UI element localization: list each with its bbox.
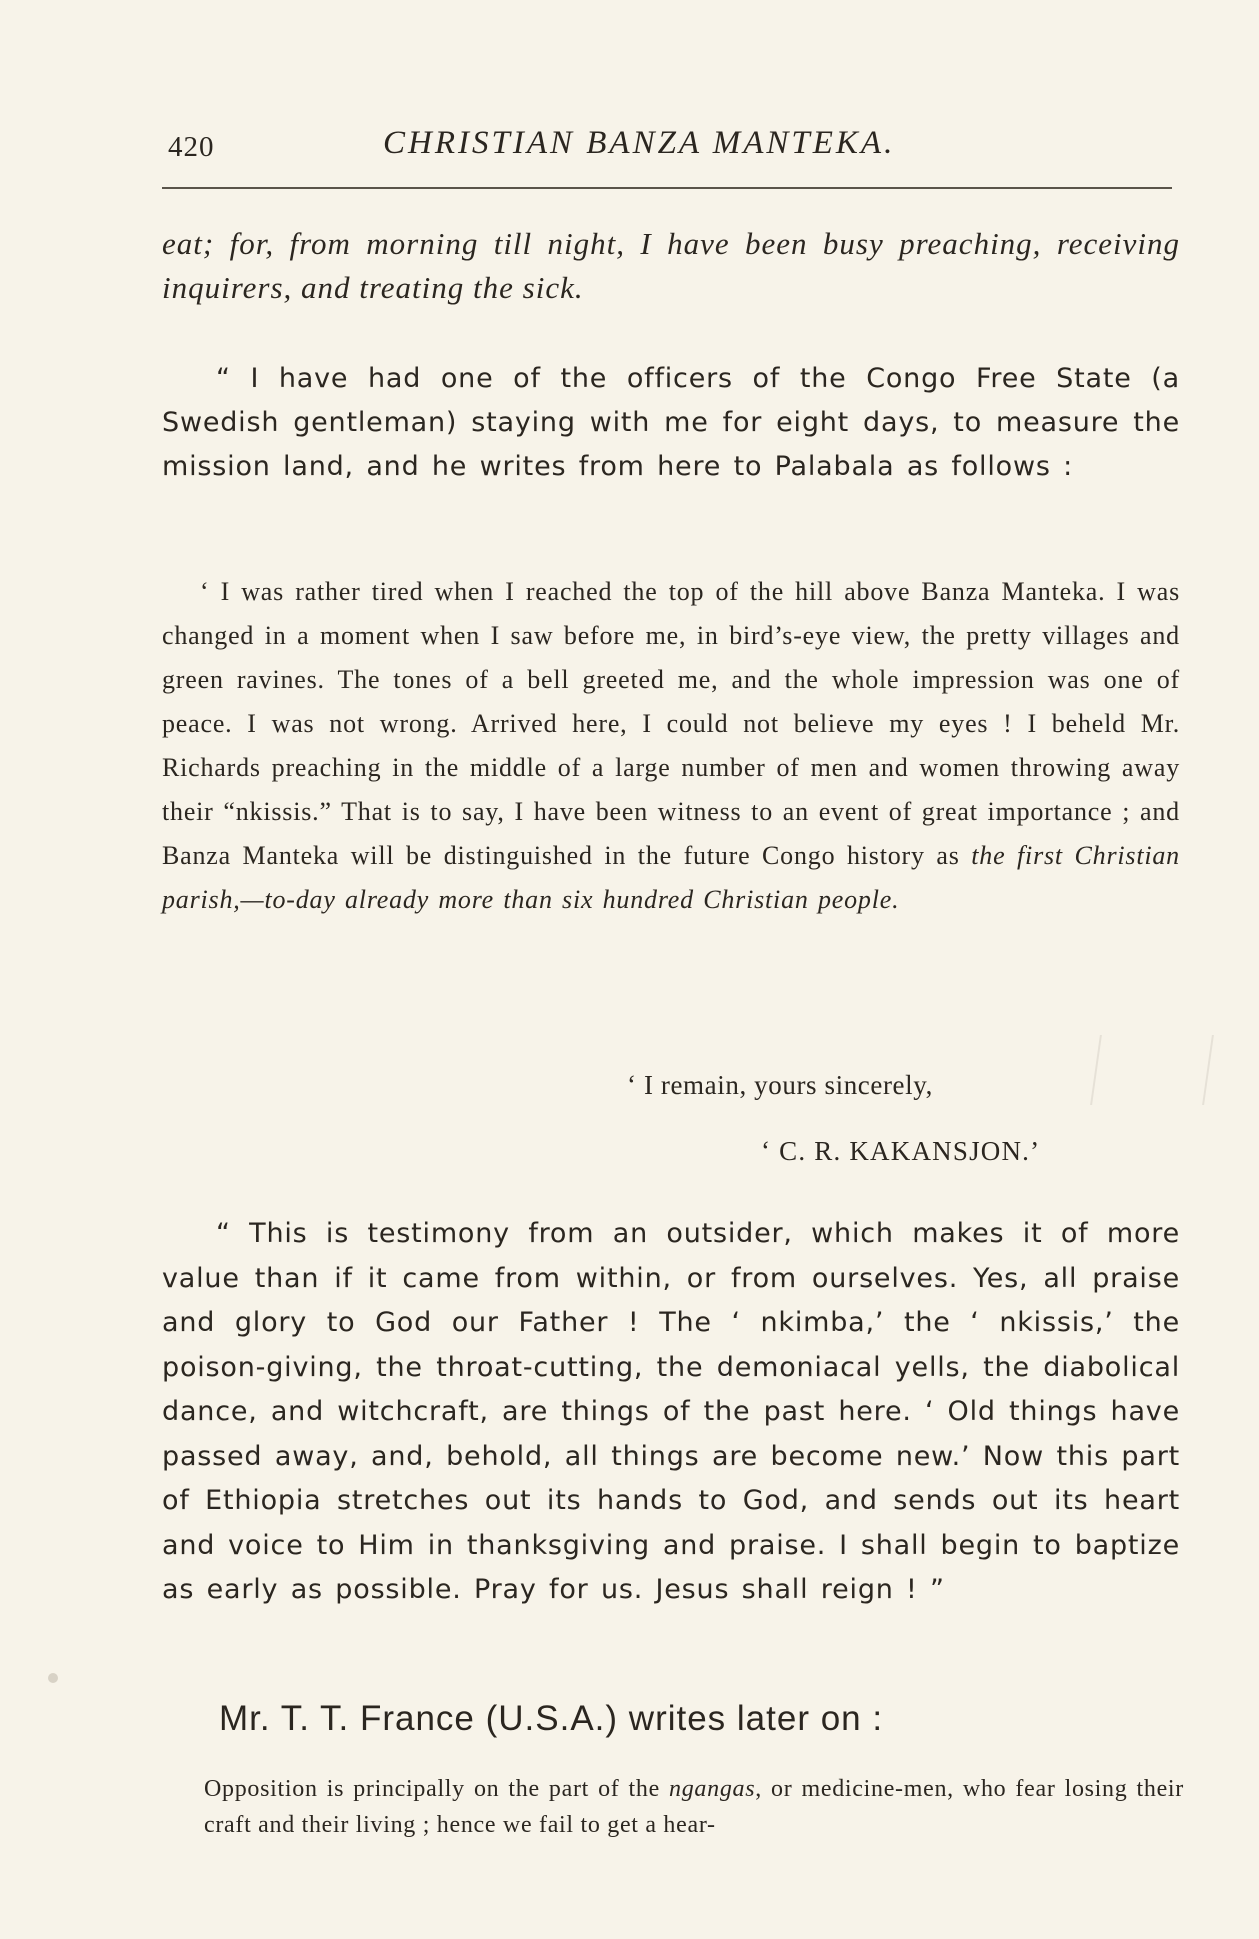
signature: ‘ C. R. KAKANSJON.’ xyxy=(761,1136,1041,1166)
france-heading: Mr. T. T. France (U.S.A.) writes later on : xyxy=(219,1699,884,1738)
page-number: 420 xyxy=(168,131,215,163)
france-paragraph xyxy=(204,1771,1184,1843)
quoted-letter xyxy=(162,570,1180,922)
intro-paragraph: eat; for, from morning till night, I have been busy preaching, receiving inquirers, and treating the sick. xyxy=(162,226,1180,305)
page-header xyxy=(168,125,1168,175)
testimony-paragraph: “ This is testimony from an outsider, which makes it of more value than if it came from within, or from ourselves. Yes, all praise and glory to God our Father ! The ‘ nkimba,’ the ‘ nkissis,’ the poison-giving, the throat-cutting, the demoniacal yells, the diabolical dance, and witchcraft, are things of the past here. ‘ Old things have passed away, and, behold, all things are become new.’ Now this part of Ethiopia stretches out its hands to God, and sends out its heart and voice to Him in thanksgiving and praise. I shall begin to baptize as early as possible. Pray for us. Jesus shall reign ! ” xyxy=(162,1218,1180,1605)
france-paragraph-text-end: , or medicine-men, who fear losing their craft and their living ; hence we fail to get a hear- xyxy=(204,1776,1184,1838)
running-title: CHRISTIAN BANZA MANTEKA. xyxy=(383,125,896,161)
letter-closing xyxy=(627,1052,1147,1184)
header-rule xyxy=(162,187,1172,189)
france-italic-word: ngangas xyxy=(669,1776,756,1802)
closing-line: ‘ I remain, yours sincerely, xyxy=(627,1070,933,1100)
letter-paragraph: “ I have had one of the officers of the Congo Free State (a Swedish gentleman) staying with me for eight days, to measure the mission land, and he writes from here to Palabala as follows : xyxy=(162,363,1180,482)
paper-speck xyxy=(48,1673,58,1683)
quoted-letter-text: ‘ I was rather tired when I reached the top of the hill above Banza Manteka. I was changed in a moment when I saw before me, in bird’s-eye view, the pretty villages and green ravines. The tones of a bell greeted me, and the whole impression was one of peace. I was not wrong. Arrived here, I could not believe my eyes ! I beheld Mr. Richards preaching in the middle of a large number of men and women throwing away their “nkissis.” That is to say, I have been witness to an event of great importance ; and Banza Manteka will be distinguished in the future Congo history as xyxy=(162,577,1180,870)
quoted-letter-italic-text: the first Christian parish,—to-day already more than six hundred Christian people. xyxy=(162,841,1180,914)
france-paragraph-text: Opposition is principally on the part of the xyxy=(204,1776,670,1802)
